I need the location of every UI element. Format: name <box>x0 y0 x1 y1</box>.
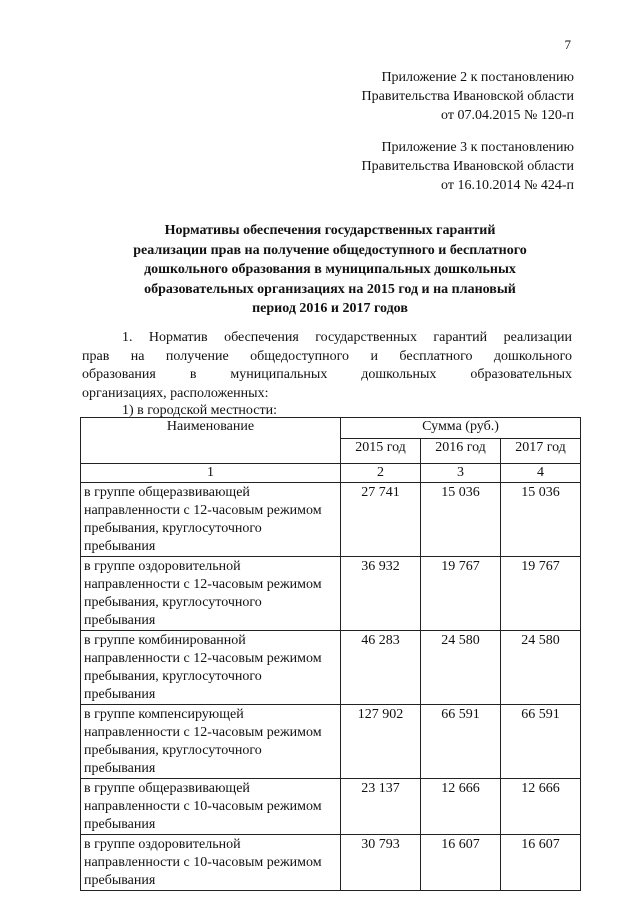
paragraph-word: обеспечения <box>224 330 299 345</box>
paragraph-word: Норматив <box>148 330 208 345</box>
paragraph-word: реализации <box>503 330 572 345</box>
column-number: 3 <box>421 464 501 483</box>
row-name-line: пребывания, круглосуточного <box>84 595 262 610</box>
row-name-cell <box>81 557 341 631</box>
paragraph-word: бесплатного <box>399 348 473 364</box>
paragraph-word: 1. <box>122 330 133 345</box>
row-name-cell <box>81 835 341 891</box>
row-name-line: в группе общеразвивающей <box>84 485 250 500</box>
row-name-line: пребывания <box>84 761 156 776</box>
header-year-2015: 2015 год <box>341 439 421 464</box>
row-name-line: направленности с 12-часовым режимом <box>84 725 322 740</box>
row-value-cell: 24 580 <box>501 631 581 705</box>
appendix-2-line: Правительства Ивановской области <box>361 89 574 104</box>
page-number: 7 <box>564 37 571 52</box>
paragraph-line <box>82 329 572 348</box>
row-name-line: пребывания, круглосуточного <box>84 521 262 536</box>
paragraph-word: образовательных <box>470 367 572 382</box>
paragraph-word: и <box>370 348 378 364</box>
header-name: Наименование <box>81 418 341 464</box>
paragraph-word: дошкольных <box>361 367 437 382</box>
row-value-cell: 15 036 <box>421 483 501 557</box>
table-row <box>81 557 581 631</box>
header-year-2017: 2017 год <box>501 439 581 464</box>
title-line: период 2016 и 2017 годов <box>252 301 408 316</box>
column-number: 4 <box>501 464 581 483</box>
row-name-line: в группе оздоровительной <box>84 837 241 852</box>
title-line: Нормативы обеспечения государственных гарантий <box>164 223 496 238</box>
sub-heading-urban: 1) в городской местности: <box>122 403 277 418</box>
row-value-cell: 36 932 <box>341 557 421 631</box>
table-row <box>81 631 581 705</box>
row-name-line: в группе комбинированной <box>84 633 246 648</box>
norm-paragraph <box>82 329 572 403</box>
row-name-cell <box>81 779 341 835</box>
row-name-line: пребывания <box>84 817 156 832</box>
paragraph-word: государственных <box>315 330 417 345</box>
paragraph-word: общедоступного <box>250 348 350 364</box>
paragraph-word: образования <box>82 367 156 382</box>
row-value-cell: 27 741 <box>341 483 421 557</box>
row-name-line: пребывания, круглосуточного <box>84 669 262 684</box>
row-name-cell <box>81 483 341 557</box>
appendix-2-reference <box>362 68 574 125</box>
row-value-cell: 24 580 <box>421 631 501 705</box>
row-name-cell <box>81 631 341 705</box>
row-name-line: пребывания <box>84 687 156 702</box>
header-sum: Сумма (руб.) <box>341 418 581 439</box>
document-title <box>92 221 568 319</box>
paragraph-word: дошкольного <box>493 348 572 364</box>
row-value-cell: 16 607 <box>501 835 581 891</box>
row-value-cell: 19 767 <box>421 557 501 631</box>
row-name-line: пребывания <box>84 613 156 628</box>
paragraph-line <box>82 348 572 367</box>
appendix-2-line: от 07.04.2015 № 120-п <box>441 108 574 123</box>
column-number: 2 <box>341 464 421 483</box>
paragraph-line <box>82 385 572 404</box>
row-value-cell: 16 607 <box>421 835 501 891</box>
row-value-cell: 30 793 <box>341 835 421 891</box>
table-header-row <box>81 418 581 439</box>
paragraph-word: прав <box>82 348 110 364</box>
row-name-line: направленности с 10-часовым режимом <box>84 799 322 814</box>
paragraph-word: организациях, расположенных: <box>82 385 269 401</box>
row-name-line: в группе общеразвивающей <box>84 781 250 796</box>
table-row <box>81 705 581 779</box>
appendix-3-line: от 16.10.2014 № 424-п <box>441 178 574 193</box>
paragraph-word: на <box>130 348 145 364</box>
row-value-cell: 23 137 <box>341 779 421 835</box>
appendix-2-line: Приложение 2 к постановлению <box>381 70 574 85</box>
paragraph-word: гарантий <box>433 330 488 345</box>
column-number: 1 <box>81 464 341 483</box>
row-name-line: пребывания <box>84 873 156 888</box>
table-row <box>81 835 581 891</box>
row-name-line: направленности с 12-часовым режимом <box>84 577 322 592</box>
paragraph-word: в <box>189 367 197 382</box>
row-value-cell: 12 666 <box>421 779 501 835</box>
row-value-cell: 66 591 <box>421 705 501 779</box>
row-name-line: пребывания, круглосуточного <box>84 743 262 758</box>
appendix-3-line: Правительства Ивановской области <box>361 159 574 174</box>
row-name-line: направленности с 12-часовым режимом <box>84 503 322 518</box>
table-row <box>81 779 581 835</box>
table-row <box>81 483 581 557</box>
table-column-numbers-row <box>81 464 581 483</box>
paragraph-word: получение <box>165 348 229 364</box>
row-value-cell: 127 902 <box>341 705 421 779</box>
title-line: реализации прав на получение общедоступного и бесплатного <box>133 242 527 258</box>
row-value-cell: 46 283 <box>341 631 421 705</box>
row-value-cell: 66 591 <box>501 705 581 779</box>
row-name-line: в группе компенсирующей <box>84 707 244 722</box>
paragraph-line <box>82 366 572 385</box>
paragraph-word: муниципальных <box>230 367 328 382</box>
row-name-line: направленности с 12-часовым режимом <box>84 651 322 666</box>
title-line: образовательных организациях на 2015 год и на плановый <box>144 281 516 297</box>
row-name-line: пребывания <box>84 539 156 554</box>
row-name-line: направленности с 10-часовым режимом <box>84 855 322 870</box>
norms-table <box>80 417 581 891</box>
row-value-cell: 19 767 <box>501 557 581 631</box>
row-value-cell: 12 666 <box>501 779 581 835</box>
row-value-cell: 15 036 <box>501 483 581 557</box>
title-line: дошкольного образования в муниципальных дошкольных <box>144 262 516 277</box>
appendix-3-reference <box>362 138 574 195</box>
header-year-2016: 2016 год <box>421 439 501 464</box>
appendix-3-line: Приложение 3 к постановлению <box>381 140 574 155</box>
row-name-line: в группе оздоровительной <box>84 559 241 574</box>
row-name-cell <box>81 705 341 779</box>
